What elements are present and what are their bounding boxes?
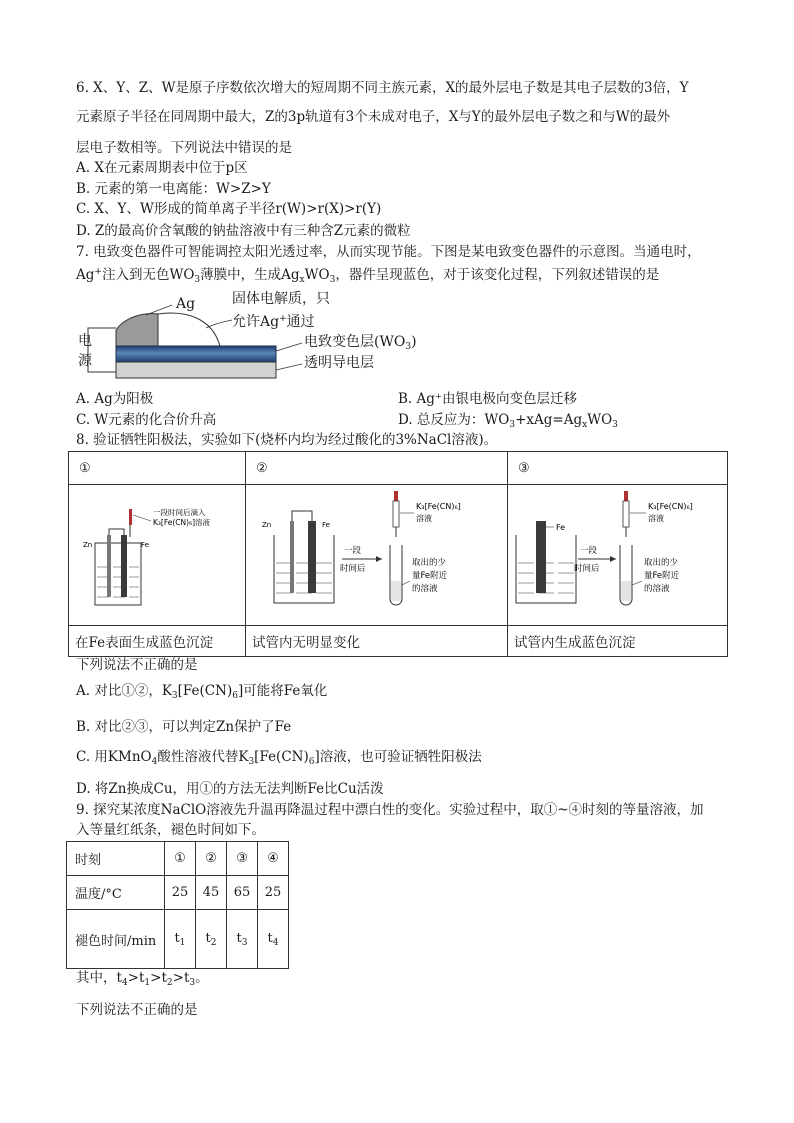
fig1-fe-label: Fe xyxy=(141,541,149,549)
fig2-take-1: 取出的少 xyxy=(412,558,447,568)
fig3-reagent-2: 溶液 xyxy=(648,514,664,523)
solid-electrolyte xyxy=(158,313,220,346)
electrochromic-layer xyxy=(116,346,276,362)
q8-line1: 8. 验证牺牲阳极法，实验如下(烧杯内均为经过酸化的3%NaCl溶液)。 xyxy=(76,432,498,448)
fig2-reagent-2: 溶液 xyxy=(416,514,432,523)
q8-figure-1 xyxy=(69,485,245,621)
fig3-take-3: 的溶液 xyxy=(644,584,670,594)
q8-option-c: C. 用KMnO$_4$酸性溶液代替$K_3[Fe(CN)_6]$溶液，也可验证牺牲阳极法 xyxy=(76,749,482,767)
power-wire xyxy=(88,328,116,372)
fig3-after-2: 时间后 xyxy=(574,564,600,574)
q7-line2: Ag+注入到无色$WO_3$薄膜中，生成$Ag_xWO_3$，器件呈现蓝色，对于该变化过程，下列叙述错误的是 xyxy=(76,267,660,285)
fig1-note-1: 一段时间后滴入 xyxy=(153,508,206,517)
diagram-label-electrolyte-1: 固体电解质，只 xyxy=(232,291,330,307)
q6-option-b: B. 元素的第一电离能：W>Z>Y xyxy=(76,181,271,197)
q9-temp-1: 25 xyxy=(165,876,196,910)
q8-figure-2 xyxy=(246,485,507,621)
q8-header-2: ② xyxy=(246,452,508,485)
diagram-label-electrochromic-layer: 电致变色层$(WO_3)$ xyxy=(304,334,417,352)
q9-row-label-time: 褪色时间/min xyxy=(67,910,165,969)
q9-moment-1: ① xyxy=(165,842,196,876)
diagram-label-conducting-layer: 透明导电层 xyxy=(304,355,374,371)
diagram-label-electrolyte-2: 允许Ag+通过 xyxy=(232,314,315,330)
q9-temp-4: 25 xyxy=(258,876,289,910)
q8-result-2: 试管内无明显变化 xyxy=(246,626,508,657)
fig3-after-1: 一段 xyxy=(580,546,598,556)
q6-line3: 层电子数相等。下列说法中错误的是 xyxy=(76,140,292,156)
fig3-reagent-1: K₃[Fe(CN)₆] xyxy=(648,502,693,511)
q6-option-c: C. X、Y、W形成的简单离子半径r(W)>r(X)>r(Y) xyxy=(76,201,382,217)
q8-header-1: ① xyxy=(69,452,246,485)
q8-figure-1-cell xyxy=(69,485,246,626)
q9-row-label-temperature: 温度/°C xyxy=(67,876,165,910)
fig3-take-2: 量Fe附近 xyxy=(644,571,680,581)
fig2-zn-label: Zn xyxy=(262,521,272,529)
fig3-fe-label: Fe xyxy=(556,523,566,532)
q8-stem: 下列说法不正确的是 xyxy=(76,657,198,673)
fig2-after-1: 一段 xyxy=(344,546,362,556)
conducting-layer xyxy=(116,362,276,378)
q8-result-3: 试管内生成蓝色沉淀 xyxy=(508,626,728,657)
q7-option-d: D. 总反应为：$WO_3+xAg=Ag_xWO_3$ xyxy=(398,412,618,430)
q8-result-1: 在Fe表面生成蓝色沉淀 xyxy=(69,626,246,657)
q9-data-table xyxy=(66,841,289,969)
q9-moment-3: ③ xyxy=(227,842,258,876)
fig2-after-2: 时间后 xyxy=(340,564,366,574)
q7-option-a: A. Ag为阳极 xyxy=(76,391,154,407)
q9-temp-3: 65 xyxy=(227,876,258,910)
fig2-take-3: 的溶液 xyxy=(412,584,438,594)
q8-figure-2-cell xyxy=(246,485,508,626)
fig2-fe-label: Fe xyxy=(322,521,330,529)
q6-option-d: D. Z的最高价含氧酸的钠盐溶液中有三种含Z元素的微粒 xyxy=(76,223,411,239)
diagram-label-ag: Ag xyxy=(176,296,196,312)
fig3-take-1: 取出的少 xyxy=(644,558,679,568)
q7-options-row1 xyxy=(76,390,716,408)
q9-row-label-moment: 时刻 xyxy=(67,842,165,876)
q9-time-2: $t_2$ xyxy=(196,910,227,969)
fig2-reagent-1: K₃[Fe(CN)₆] xyxy=(416,502,461,511)
q6-option-a: A. X在元素周期表中位于p区 xyxy=(76,160,248,176)
q9-time-4: $t_4$ xyxy=(258,910,289,969)
q8-figure-3 xyxy=(508,485,727,621)
q8-option-b: B. 对比②③，可以判定Zn保护了Fe xyxy=(76,719,292,735)
q7-option-b: B. Ag⁺由银电极向变色层迁移 xyxy=(398,391,578,407)
diagram-label-source-1: 电 xyxy=(78,333,92,349)
q9-stem: 下列说法不正确的是 xyxy=(76,1002,198,1018)
silver-electrode xyxy=(116,314,158,346)
q9-relation: 其中，$t_4>t_1>t_2>t_3$。 xyxy=(76,970,209,988)
q6-line2: 元素原子半径在同周期中最大，Z的3p轨道有3个未成对电子，X与Y的最外层电子数之和与W的最外 xyxy=(76,109,671,125)
q9-moment-2: ② xyxy=(196,842,227,876)
diagram-label-source-2: 源 xyxy=(78,353,92,369)
fig2-take-2: 量Fe附近 xyxy=(412,571,448,581)
fig1-zn-label: Zn xyxy=(83,541,93,549)
q9-temp-2: 45 xyxy=(196,876,227,910)
q8-figure-3-cell xyxy=(508,485,728,626)
q7-line1: 7. 电致变色器件可智能调控太阳光透过率，从而实现节能。下图是某电致变色器件的示意图。当通电时， xyxy=(76,244,701,260)
q9-line2: 入等量红纸条，褪色时间如下。 xyxy=(76,822,265,838)
q7-option-c: C. W元素的化合价升高 xyxy=(76,412,217,428)
fig1-note-2: K₃[Fe(CN)₆]溶液 xyxy=(153,518,211,527)
q9-moment-4: ④ xyxy=(258,842,289,876)
q8-option-a: A. 对比①②，$K_3[Fe(CN)_6]$可能将Fe氧化 xyxy=(76,683,328,701)
q8-header-3: ③ xyxy=(508,452,728,485)
q8-option-d: D. 将Zn换成Cu，用①的方法无法判断Fe比Cu活泼 xyxy=(76,781,384,797)
q6-line1: 6. X、Y、Z、W是原子序数依次增大的短周期不同主族元素，X的最外层电子数是其电子层数的3倍，Y xyxy=(76,80,689,96)
q9-time-3: $t_3$ xyxy=(227,910,258,969)
q7-options-row2 xyxy=(76,411,716,429)
q9-line1: 9. 探究某浓度NaClO溶液先升温再降温过程中漂白性的变化。实验过程中，取①~④时刻的等量溶液，加 xyxy=(76,802,704,818)
q9-time-1: $t_1$ xyxy=(165,910,196,969)
q8-experiment-table xyxy=(68,451,728,657)
